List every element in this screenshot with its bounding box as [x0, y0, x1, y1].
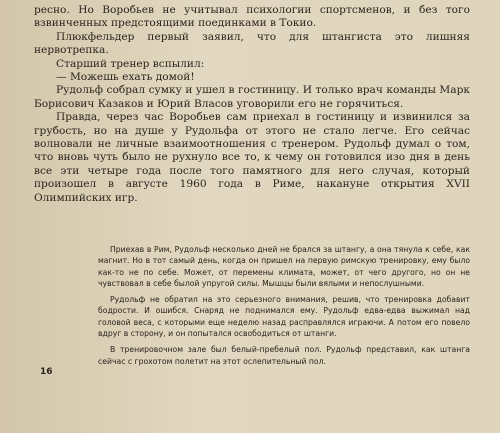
- paragraph: Приехав в Рим, Рудольф несколько дней не брался за штангу, а она тянула к себе, как магнит. Но в тот самый день, когда он пришел на первую римскую тренировку, ему было как-то не по себе. Может, от перемены климата, может, от чего другого, но он не чувствовал в себе былой упругой силы. Мышцы были вялыми и непослушными.: [98, 245, 470, 288]
- paragraph: В тренировочном зале был белый-пребелый пол. Рудольф представил, как штанга сейчас с грохотом полетит на этот ослепительный пол.: [98, 345, 470, 366]
- paragraph: Плюкфельдер первый заявил, что для штангиста это лишняя нервотрепка.: [34, 30, 470, 57]
- paragraph: Правда, через час Воробьев сам приехал в гостиницу и извинился за грубость, но на душе у Рудольфа от этого не стало легче. Его сейчас волновали не личные взаимоотношения с тренером. Рудольф думал о том, что вновь чуть было не рухнуло все то, к чему он готовился изо дня в день все эти четыре года после того памятного для него случая, который произошел в августе 1960 года в Риме, накануне открытия XVII Олимпийских игр.: [34, 111, 470, 204]
- flashback-text: [98, 244, 470, 367]
- paragraph: Старший тренер вспылил:: [56, 57, 205, 70]
- paragraph: ресно. Но Воробьев не учитывал психологии спортсменов, и без того взвинченных предстоящими поединками в Токио.: [34, 4, 470, 30]
- paragraph: Рудольф собрал сумку и ушел в гостиницу. И только врач команды Марк Борисович Казаков и Юрий Власов уговорили его не горячиться.: [34, 84, 470, 110]
- dialogue-line: — Можешь ехать домой!: [56, 71, 195, 84]
- page-number: 16: [40, 367, 53, 377]
- main-text: [34, 4, 470, 205]
- paragraph: Рудольф не обратил на это серьезного внимания, решив, что тренировка добавит бодрости. И ошибся. Снаряд не поднимался ему. Рудольф едва-едва выжимал над головой веса, с которыми еще неделю назад расправлялся играючи. А потом его повело вдруг в сторону, и он попытался освободиться от штанги.: [98, 295, 470, 339]
